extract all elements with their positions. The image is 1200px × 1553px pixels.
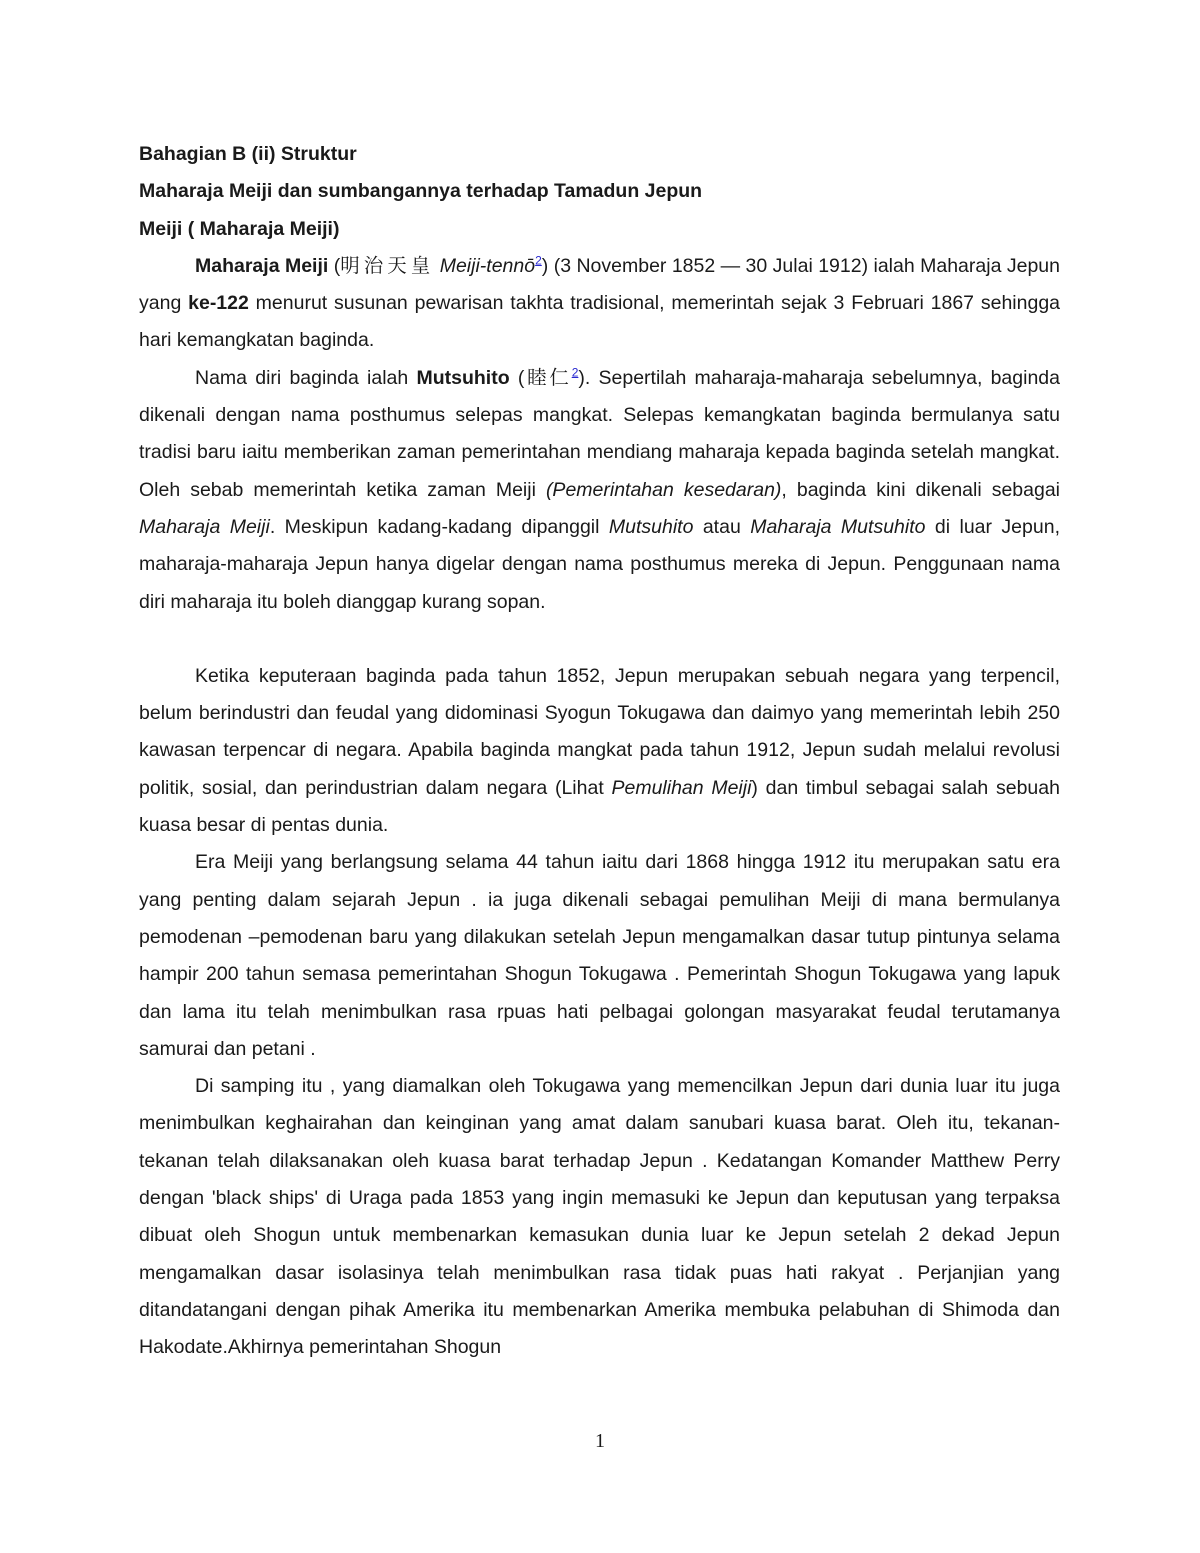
personal-name-bold: Mutsuhito [416,366,510,389]
emperor-name-bold: Maharaja Meiji [195,254,329,277]
paragraph-personal-name [139,360,1060,621]
japanese-reading: Meiji-tennō [439,254,536,277]
subsection-heading: Meiji ( Maharaja Meiji) [139,217,340,240]
text-run: ) dan timbul sebagai salah sebuah kuasa besar di pentas dunia. [139,776,1060,837]
document-title: Maharaja Meiji dan sumbangannya terhadap Tamadun Jepun [139,180,703,203]
paragraph-western-pressure: Di samping itu , yang diamalkan oleh Tokugawa yang memencilkan Jepun dari dunia luar itu juga menimbulkan keghairahan dan keinginan yang amat dalam sanubari kuasa barat. Oleh itu, tekanan-tekanan telah dilaksanakan oleh kuasa barat terhadap Jepun . Kedatangan Komander Matthew Perry dengan 'black ships' di Uraga pada 1853 yang ingin memasuki ke Jepun dan keputusan yang terpaksa dibuat oleh Shogun untuk membenarkan kemasukan dunia luar ke Jepun setelah 2 dekad Jepun mengamalkan dasar isolasinya telah menimbulkan rasa tidak puas hati rakyat . Perjanjian yang ditandatangani dengan pihak Amerika itu membenarkan Amerika membuka pelabuhan di Shimoda dan Hakodate.Akhirnya pemerintahan Shogun [139,1075,1060,1359]
text-run: ). Sepertilah maharaja-maharaja sebelumnya, baginda dikenali dengan nama posthumus selepas mangkat. Selepas kemangkatan baginda bermulanya satu tradisi baru iaitu memberikan zaman pemerintahan mendiang maharaja kepada baginda setelah mangkat. Oleh sebab memerintah ketika zaman Meiji [139,366,1060,501]
kanji-personal-name: 睦仁 [524,366,572,389]
paragraph-meiji-era: Era Meiji yang berlangsung selama 44 tahun iaitu dari 1868 hingga 1912 itu merupakan satu era yang penting dalam sejarah Jepun . ia juga dikenali sebagai pemulihan Meiji di mana bermulanya pemodenan –pemodenan baru yang dilakukan setelah Jepun mengamalkan dasar tutup pintunya selama hampir 200 tahun semasa pemerintahan Shogun Tokugawa . Pemerintah Shogun Tokugawa yang lapuk dan lama itu telah menimbulkan rasa rpuas hati pelbagai golongan masyarakat feudal terutamanya samurai dan petani . [139,851,1060,1060]
italic-run: Maharaja Meiji [139,515,270,538]
italic-run: Pemulihan Meiji [611,776,752,799]
italic-run: Maharaja Mutsuhito [750,515,926,538]
text-run: atau [693,515,751,538]
paragraph-intro [139,248,1060,360]
text-run: , baginda kini dikenali sebagai [781,478,1060,501]
text-run: ( [509,366,525,389]
footnote-link[interactable]: 2 [535,253,542,268]
section-heading: Bahagian B (ii) Struktur [139,143,357,165]
text-run: ) (3 November 1852 — 30 Julai 1912) ialah Maharaja Jepun yang [139,254,1060,315]
footnote-link[interactable]: 2 [571,365,579,380]
kanji-name: 明治天皇 [340,254,435,277]
text-run: di luar Jepun, maharaja-maharaja Jepun hanya digelar dengan nama posthumus mereka di Jepun. Penggunaan nama diri maharaja itu boleh dianggap kurang sopan. [139,515,1060,613]
page-number: 1 [595,1430,605,1452]
italic-run: Mutsuhito [608,515,694,538]
text-run: menurut susunan pewarisan takhta tradisional, memerintah sejak 3 Februari 1867 sehingga hari kemangkatan baginda. [139,292,1061,352]
document-body [139,136,1060,1367]
text-run: Nama diri baginda ialah [195,366,417,389]
italic-run: (Pemerintahan kesedaran) [545,478,782,501]
text-run: . Meskipun kadang-kadang dipanggil [269,515,609,538]
text-run: Ketika keputeraan baginda pada tahun 1852, Jepun merupakan sebuah negara yang terpencil, belum berindustri dan feudal yang didominasi Syogun Tokugawa dan daimyo yang memerintah lebih 250 kawasan terpencar di negara. Apabila baginda mangkat pada tahun 1912, Jepun sudah melalui revolusi politik, sosial, dan perindustrian dalam negara (Lihat [139,664,1060,799]
rank-bold: ke-122 [188,292,249,315]
text-run: ( [328,254,341,277]
paragraph-birth-context [139,658,1060,844]
